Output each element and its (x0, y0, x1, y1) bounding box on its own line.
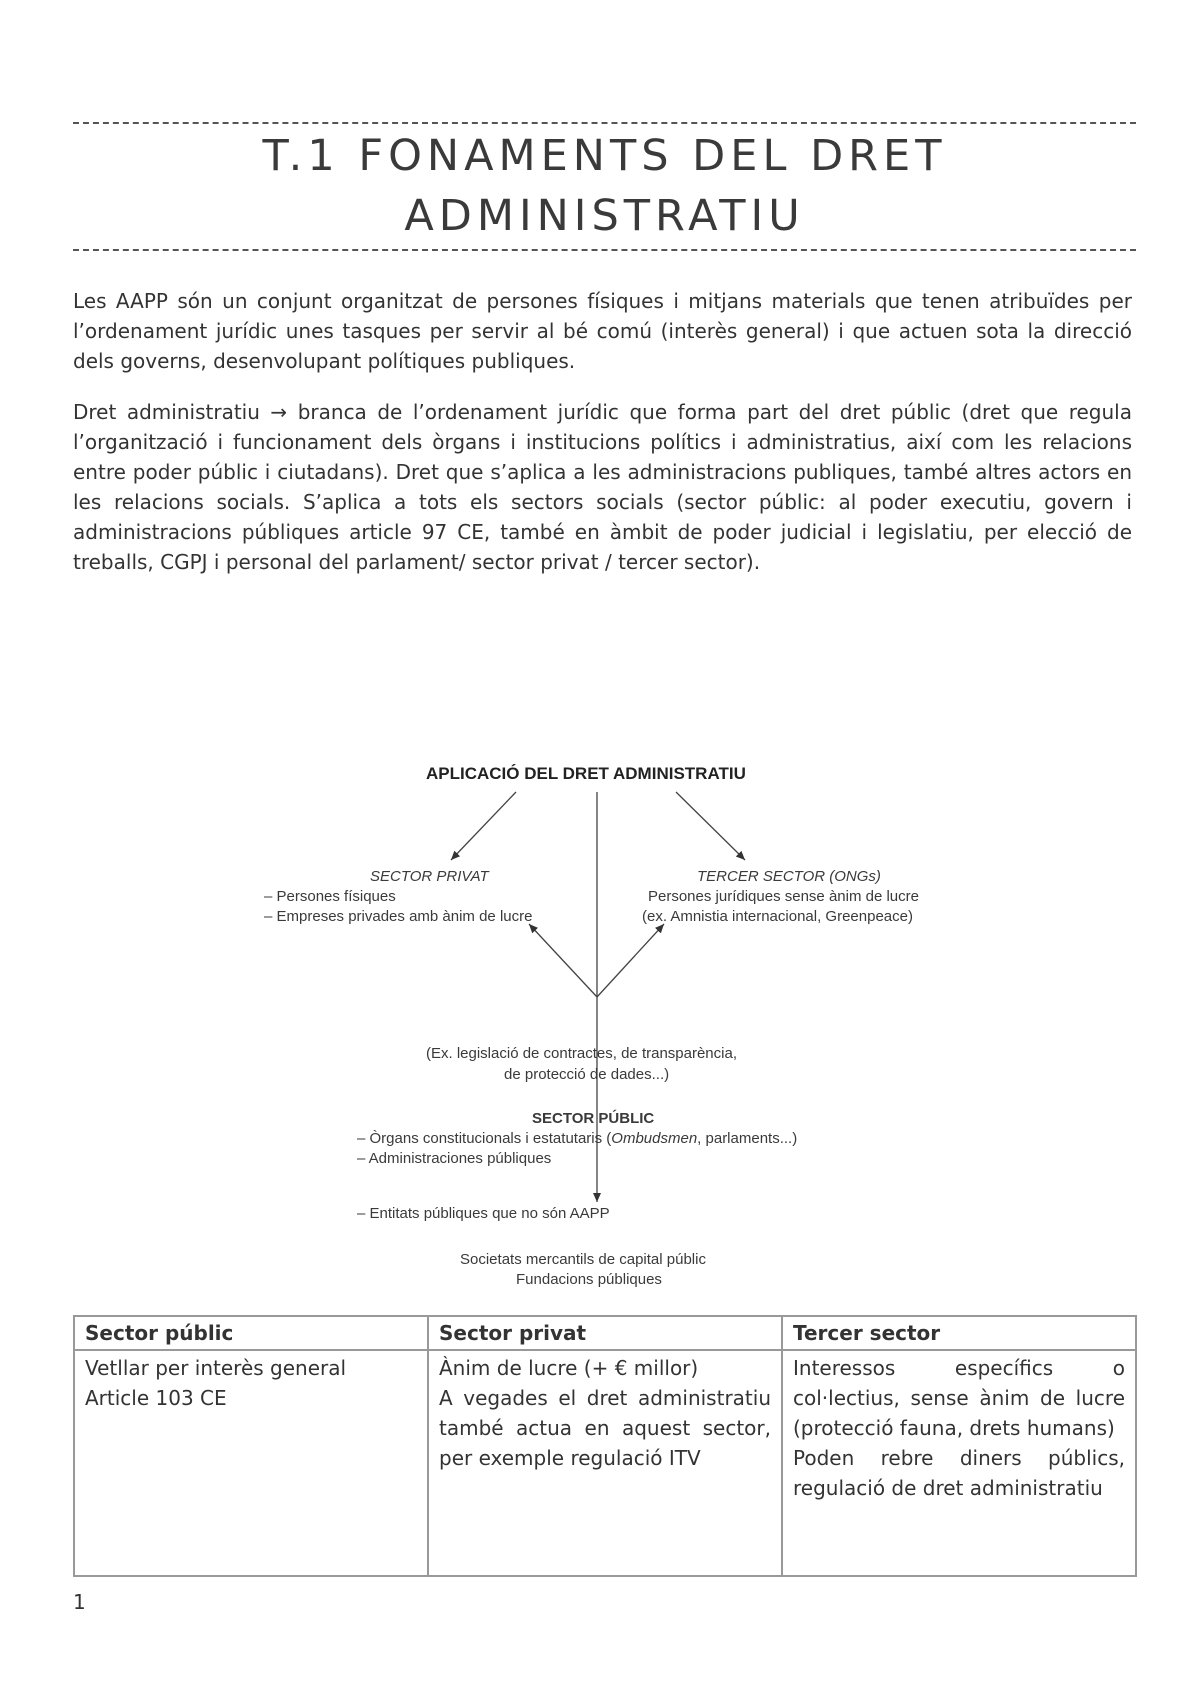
public-sector-item: – Òrgans constitucionals i estatutaris (Ombudsmen, parlaments...) (357, 1130, 798, 1147)
page-title (73, 126, 1136, 246)
title-line-2: ADMINISTRATIU (404, 191, 805, 241)
private-sector-item: – Persones físiques (264, 888, 396, 905)
header-public: Sector públic (74, 1316, 428, 1350)
public-sector-item: – Entitats públiques que no són AAPP (357, 1205, 610, 1222)
example-line: (Ex. legislació de contractes, de transparència, (426, 1045, 737, 1062)
intro-paragraph: Les AAPP són un conjunt organitzat de persones físiques i mitjans materials que tenen atribuïdes per l’ordenament jurídic unes tasques per servir al bé comú (interès general) i que actuen sota la direcció dels governs, desenvolupant polítiques publiques. (73, 289, 1132, 373)
arrow-title-to-third (676, 792, 745, 860)
third-sector-line: Persones jurídiques sense ànim de lucre (648, 888, 919, 905)
public-sector-heading: SECTOR PÚBLIC (532, 1110, 655, 1127)
sectors-table (73, 1315, 1137, 1577)
title-rule-top (73, 122, 1136, 124)
cell-third (782, 1350, 1136, 1576)
private-sector-heading: SECTOR PRIVAT (370, 868, 489, 885)
page-number: 1 (73, 1590, 86, 1614)
cell-paragraph: Poden rebre diners públics, regulació de dret administratiu (793, 1446, 1125, 1500)
public-sector-item: – Administraciones públiques (357, 1150, 552, 1167)
table-header-row (74, 1316, 1136, 1350)
title-line-1: T.1 FONAMENTS DEL DRET (262, 131, 947, 181)
arrow-branch-to-third (597, 924, 664, 997)
private-sector-item: – Empreses privades amb ànim de lucre (264, 908, 533, 925)
table-row (74, 1350, 1136, 1576)
cell-paragraph: Interessos específics o col·lectius, sense ànim de lucre (protecció fauna, drets humans) (793, 1356, 1125, 1440)
header-private: Sector privat (428, 1316, 782, 1350)
cell-public (74, 1350, 428, 1576)
arrow-branch-to-private (529, 924, 597, 997)
header-third: Tercer sector (782, 1316, 1136, 1350)
application-diagram (264, 752, 1000, 1302)
arrow-title-to-private (451, 792, 516, 860)
third-sector-heading: TERCER SECTOR (ONGs) (697, 868, 881, 885)
cell-paragraph: A vegades el dret administratiu també actua en aquest sector, per exemple regulació ITV (439, 1386, 771, 1470)
public-sector-sub: Societats mercantils de capital públic (460, 1251, 706, 1268)
cell-line: Article 103 CE (85, 1386, 227, 1410)
title-rule-bottom (73, 249, 1136, 251)
definition-paragraph: Dret administratiu → branca de l’ordenament jurídic que forma part del dret públic (dret que regula l’organització i funcionament dels òrgans i institucions polítics i administratius, així com les relacions entre poder públic i ciutadans). Dret que s’aplica a les administracions publiques, també altres actors en les relacions socials. S’aplica a tots els sectors socials (sector públic: al poder executiu, govern i administracions públiques article 97 CE, també en àmbit de poder judicial i legislatiu, per elecció de treballs, CGPJ i personal del parlament/ sector privat / tercer sector). (73, 400, 1132, 574)
cell-line: Vetllar per interès general (85, 1356, 347, 1380)
third-sector-line: (ex. Amnistia internacional, Greenpeace) (642, 908, 913, 925)
public-sector-sub: Fundacions públiques (516, 1271, 662, 1288)
example-line: de protecció de dades...) (504, 1066, 670, 1083)
diagram-title: APLICACIÓ DEL DRET ADMINISTRATIU (426, 764, 746, 783)
cell-private (428, 1350, 782, 1576)
cell-line: Ànim de lucre (+ € millor) (439, 1356, 699, 1380)
